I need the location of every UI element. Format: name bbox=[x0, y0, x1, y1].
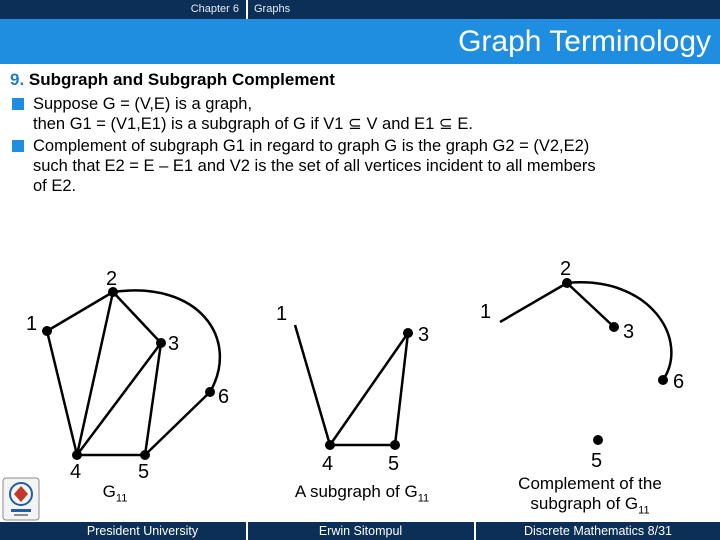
caption-complement bbox=[480, 474, 700, 517]
caption-subgraph-text: A subgraph of G bbox=[294, 482, 418, 501]
g11-vertex-2: 2 bbox=[106, 268, 118, 290]
sub-vertex-3: 3 bbox=[418, 324, 430, 346]
section-number: 9. bbox=[10, 70, 25, 89]
header-divider bbox=[246, 0, 248, 19]
bullet-1-line-2: then G1 = (V1,E1) is a subgraph of G if V1 ⊆ V and E1 ⊆ E. bbox=[33, 115, 473, 133]
graph-subgraph bbox=[295, 325, 408, 445]
caption-subgraph-sub: 11 bbox=[417, 492, 430, 505]
chapter-label: Chapter 6 bbox=[0, 0, 246, 19]
g11-vertex-5: 5 bbox=[138, 461, 150, 483]
graph-complement bbox=[500, 282, 671, 380]
topic-label: Graphs bbox=[254, 3, 291, 15]
footer-author: Erwin Sitompul bbox=[248, 522, 473, 540]
g11-vertex-6: 6 bbox=[218, 386, 230, 408]
bullet-subgraph-definition bbox=[10, 94, 716, 134]
comp-vertex-2: 2 bbox=[560, 258, 572, 280]
caption-complement-line-2: subgraph of G bbox=[530, 494, 639, 513]
sub-vertex-5: 5 bbox=[388, 453, 400, 475]
bullet-square-icon bbox=[12, 98, 24, 110]
top-bar bbox=[0, 0, 720, 19]
graph-g11 bbox=[47, 290, 220, 455]
title-bar bbox=[0, 19, 720, 64]
slide-content bbox=[10, 68, 716, 196]
sub-vertex-4: 4 bbox=[322, 453, 334, 475]
footer-university: President University bbox=[86, 524, 199, 538]
bullet-square-icon bbox=[12, 140, 24, 152]
graph-complement-vertices bbox=[562, 278, 668, 445]
comp-vertex-3: 3 bbox=[623, 321, 635, 343]
caption-subgraph bbox=[262, 482, 462, 505]
comp-vertex-5: 5 bbox=[591, 450, 603, 472]
comp-vertex-6: 6 bbox=[673, 371, 685, 393]
graph-g11-vertices bbox=[42, 287, 215, 460]
footer-course: Discrete Mathematics 8/31 bbox=[524, 524, 672, 538]
university-logo bbox=[2, 477, 40, 521]
g11-vertex-1: 1 bbox=[26, 313, 38, 335]
bullet-2-line-1: Complement of subgraph G1 in regard to graph G is the graph G2 = (V2,E2) bbox=[33, 137, 590, 155]
g11-vertex-4: 4 bbox=[70, 461, 82, 483]
bullet-1-line-1: Suppose G = (V,E) is a graph, bbox=[33, 95, 253, 113]
bullet-2-line-2: such that E2 = E – E1 and V2 is the set of all vertices incident to all members bbox=[33, 157, 596, 175]
slide-title: Graph Terminology bbox=[458, 25, 711, 58]
caption-complement-sub: 11 bbox=[638, 504, 650, 517]
section-title: Subgraph and Subgraph Complement bbox=[28, 70, 335, 89]
comp-vertex-1: 1 bbox=[480, 301, 492, 323]
caption-g11-sub: 11 bbox=[115, 492, 128, 505]
section-heading bbox=[10, 68, 716, 92]
bullet-complement-definition bbox=[10, 136, 716, 196]
bullet-2-line-3: of E2. bbox=[33, 177, 77, 195]
caption-complement-line-1: Complement of the bbox=[518, 474, 662, 493]
g11-vertex-3: 3 bbox=[168, 333, 180, 355]
footer-bar bbox=[0, 522, 720, 540]
caption-g11 bbox=[70, 482, 160, 505]
caption-g11-text: G bbox=[102, 482, 116, 501]
sub-vertex-1: 1 bbox=[276, 303, 288, 325]
